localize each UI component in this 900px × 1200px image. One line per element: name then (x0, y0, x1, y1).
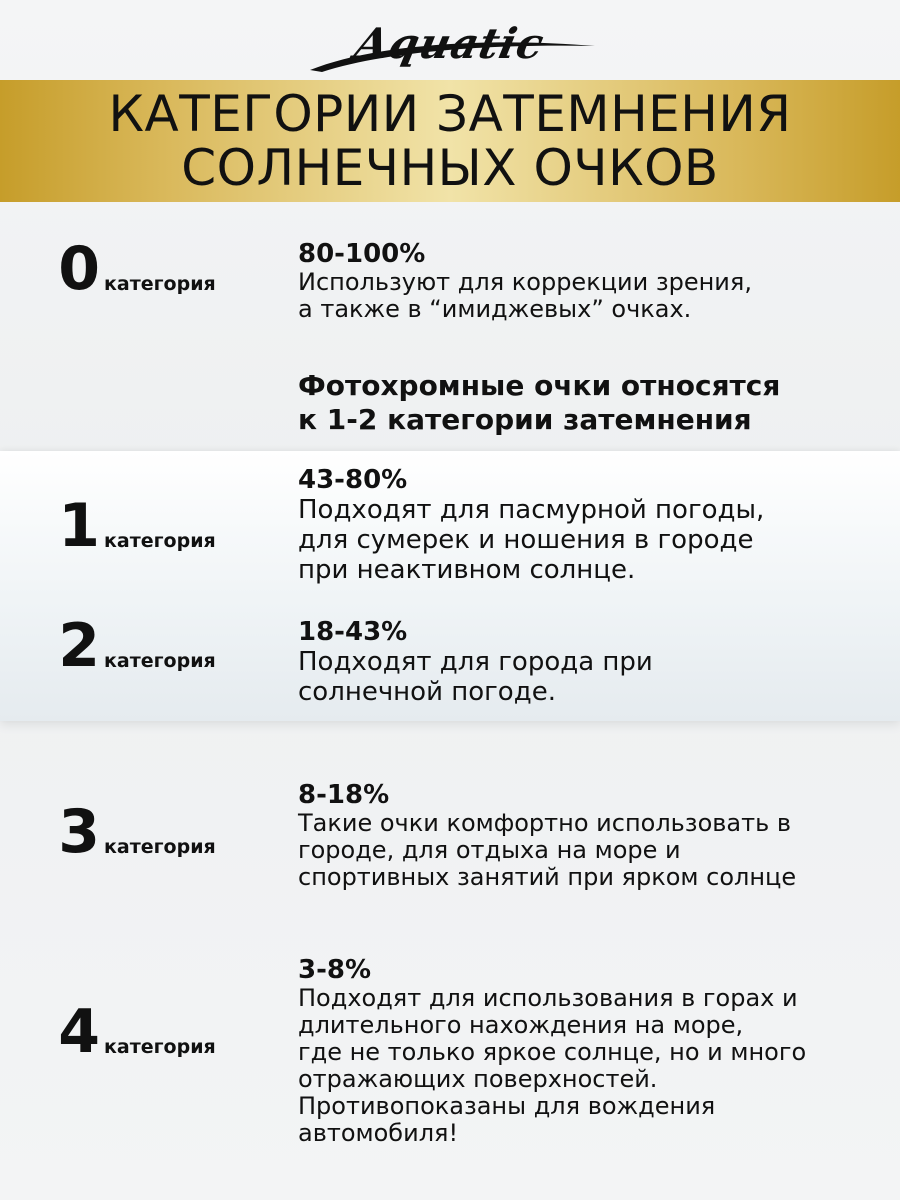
category-0-description (298, 240, 888, 323)
category-3-label (0, 797, 216, 867)
category-percent: 3-8% (298, 955, 372, 985)
title-banner (0, 80, 900, 202)
category-2-label (0, 611, 216, 681)
category-word: категория (104, 836, 216, 858)
photochromic-note: Фотохромные очки относятся к 1-2 категории затемнения (298, 369, 781, 436)
category-word: категория (104, 273, 216, 295)
page-title-line-1: КАТЕГОРИИ ЗАТЕМНЕНИЯ (108, 85, 792, 143)
category-text: Такие очки комфортно использовать в городе, для отдыха на море и спортивных занятий при ярком солнце (298, 809, 797, 891)
category-1-description (298, 466, 888, 585)
category-text: Подходят для использования в горах и длительного нахождения на море, где не только яркое солнце, но и много отражающих поверхностей. Противопоказаны для вождения автомобиля! (298, 984, 807, 1147)
category-1-label (0, 491, 216, 561)
category-text: Используют для коррекции зрения, а также в “имиджевых” очках. (298, 268, 752, 323)
category-number: 0 (58, 234, 100, 304)
category-number: 1 (58, 491, 100, 561)
category-4-label (0, 997, 216, 1067)
category-3-description (298, 781, 888, 891)
brand-logo (0, 14, 900, 72)
category-4-description (298, 956, 888, 1147)
category-word: категория (104, 1036, 216, 1058)
category-percent: 43-80% (298, 465, 408, 495)
category-percent: 18-43% (298, 617, 408, 647)
page-title-line-2: СОЛНЕЧНЫХ ОЧКОВ (181, 139, 719, 197)
category-number: 4 (58, 997, 100, 1067)
category-word: категория (104, 650, 216, 672)
category-text: Подходят для города при солнечной погоде. (298, 647, 653, 707)
category-0-label (0, 234, 216, 304)
logo-text: Aquatic (350, 18, 550, 68)
category-word: категория (104, 530, 216, 552)
category-number: 3 (58, 797, 100, 867)
category-2-description (298, 618, 888, 707)
category-percent: 80-100% (298, 239, 426, 269)
category-text: Подходят для пасмурной погоды, для сумерек и ношения в городе при неактивном солнце. (298, 495, 765, 585)
category-number: 2 (58, 611, 100, 681)
category-percent: 8-18% (298, 780, 390, 810)
